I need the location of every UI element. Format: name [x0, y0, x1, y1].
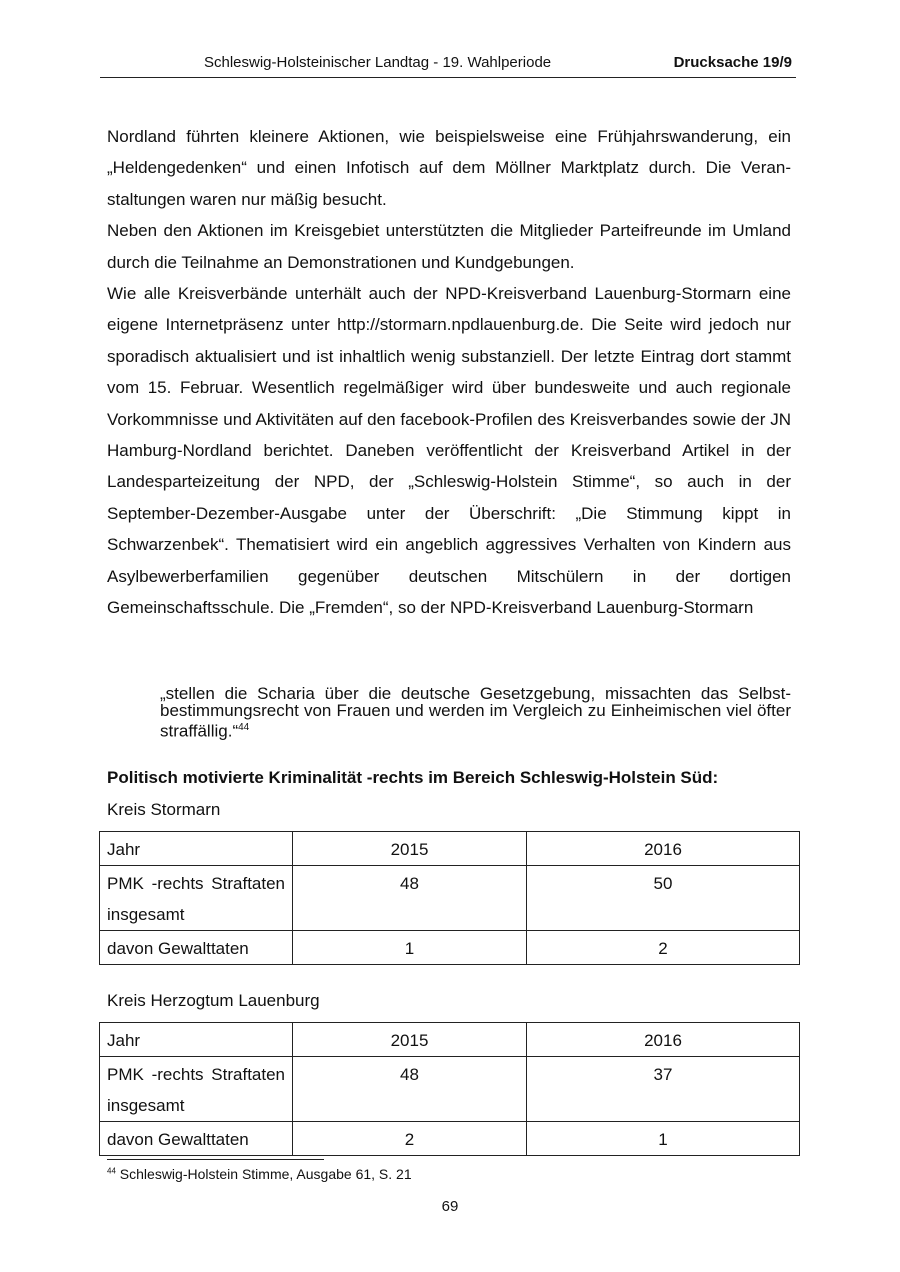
table-cell: PMK -rechts Straftaten insgesamt	[100, 1057, 293, 1122]
drucksache-number: Drucksache 19/9	[673, 54, 792, 71]
table-cell: 2	[293, 1122, 527, 1156]
table-cell: 1	[293, 931, 527, 965]
section-heading: Politisch motivierte Kriminalität -rechts im Bereich Schleswig-Holstein Süd:	[107, 768, 719, 787]
table-cell: 1	[527, 1122, 800, 1156]
footnote-text: Schleswig-Holstein Stimme, Ausgabe 61, S. 21	[119, 1166, 412, 1182]
paragraph-2: Neben den Aktionen im Kreisgebiet unterstützten die Mitglieder Parteifreunde im Umland durch die Teilnahme an Demonstrationen und Kundgebungen.	[107, 221, 791, 272]
page-header	[100, 50, 796, 78]
block-quote	[160, 685, 791, 740]
table-cell: 2016	[527, 832, 800, 866]
table-cell: 2	[527, 931, 800, 965]
footnote-reference[interactable]: 44	[238, 722, 250, 733]
table-cell: PMK -rechts Straftaten insgesamt	[100, 866, 293, 931]
table-cell: davon Gewalttaten	[100, 931, 293, 965]
table-cell: davon Gewalttaten	[100, 1122, 293, 1156]
table-cell: 48	[293, 866, 527, 931]
body-text	[107, 121, 791, 624]
table-cell: Jahr	[100, 832, 293, 866]
table-caption-lauenburg: Kreis Herzogtum Lauenburg	[107, 991, 320, 1010]
table-cell: 48	[293, 1057, 527, 1122]
table-cell: Jahr	[100, 1023, 293, 1057]
paragraph-3: Wie alle Kreisverbände unterhält auch der NPD-Kreisverband Lauenburg-Stormarn eine eigene Internetpräsenz unter http://stormarn.npdlauenburg.de. Die Seite wird jedoch nur sporadisch aktualisiert und ist inhaltlich wenig substanziell. Der letzte Eintrag dort stammt vom 15. Februar. Wesentlich regelmäßiger wird über bundesweite und auch regionale Vorkommnisse und Aktivitäten auf den facebook-Profilen des Kreisverbandes sowie der JN Hamburg-Nordland berichtet. Daneben veröffentlicht der Kreisverband Artikel in der Landesparteizeitung der NPD, der „Schleswig-Holstein Stimme“, so auch in der September-Dezember-Ausgabe unter der Überschrift: „Die Stimmung kippt in Schwarzenbek“. Thematisiert wird ein angeblich aggressives Verhalten von Kindern aus Asylbewerberfamilien gegenüber deutschen Mitschülern in der dortigen Gemeinschaftsschule. Die „Fremden“, so der NPD-Kreisverband Lauenburg-Stormarn	[107, 284, 791, 618]
table-stormarn	[99, 831, 800, 965]
header-title: Schleswig-Holsteinischer Landtag - 19. Wahlperiode	[204, 54, 552, 71]
table-header-row	[100, 832, 800, 866]
quote-text: „stellen die Scharia über die deutsche Gesetzgebung, missachten das Selbstbestimmungsrecht von Frauen und werden im Vergleich zu Einheimischen viel öfter straffällig.“	[160, 684, 791, 741]
footnote-number: 44	[107, 1166, 116, 1176]
table-cell: 37	[527, 1057, 800, 1122]
table-lauenburg	[99, 1022, 800, 1156]
footnote	[107, 1166, 412, 1182]
table-row	[100, 1057, 800, 1122]
table-cell: 2015	[293, 832, 527, 866]
table-cell: 2015	[293, 1023, 527, 1057]
page-number: 69	[441, 1198, 459, 1215]
table-row	[100, 1122, 800, 1156]
table-header-row	[100, 1023, 800, 1057]
paragraph-1: Nordland führten kleinere Aktionen, wie beispielsweise eine Frühjahrswanderung, ein „Heldengedenken“ und einen Infotisch auf dem Möllner Marktplatz durch. Die Veranstaltungen waren nur mäßig besucht.	[107, 127, 791, 209]
table-row	[100, 931, 800, 965]
table-cell: 2016	[527, 1023, 800, 1057]
table-cell: 50	[527, 866, 800, 931]
table-caption-stormarn: Kreis Stormarn	[107, 800, 221, 819]
footnote-separator	[107, 1159, 324, 1160]
table-row	[100, 866, 800, 931]
